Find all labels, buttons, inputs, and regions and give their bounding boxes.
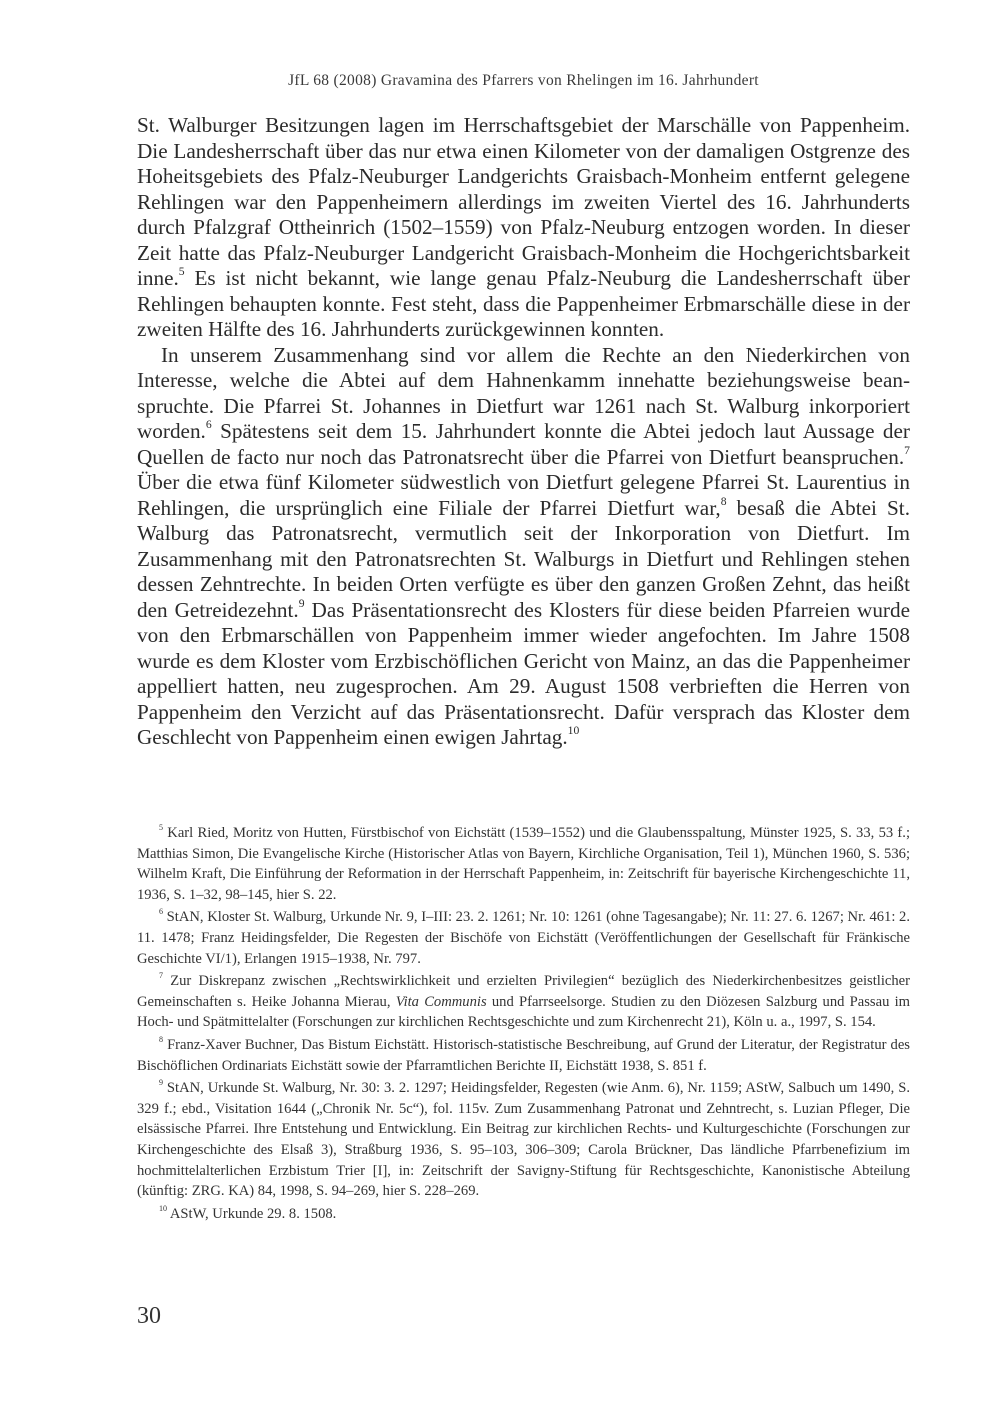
footnote-text: AStW, Urkunde 29. 8. 1508. — [167, 1205, 337, 1222]
page-number: 30 — [137, 1303, 161, 1329]
paragraph-text: Es ist nicht bekannt, wie lange genau Pfalz-Neuburg die Landesherrschaft über Rehlingen behaupten konnte. Fest steht, dass die Pappenheimer Erbmarschälle diese in der zweiten Hälfte des 16. Jahrhunderts zurückgewinnen konnten. — [137, 266, 910, 341]
footnote-ref-7[interactable]: 7 — [904, 443, 910, 457]
footnote-text: Zur Diskrepanz zwischen „Rechtswirklichkeit und erzielten Privilegien“ bezüglich des Niederkirchenbesitzes geistlicher Gemeinschaften s. Heike Johanna Mierau, — [137, 973, 910, 1010]
footnotes — [137, 823, 910, 1226]
footnote-9 — [137, 1078, 910, 1202]
paragraph-text: Spätestens seit dem 15. Jahrhundert konnte die Abtei jedoch laut Aussage der Quellen de facto nur noch das Patronatsrecht über die Pfarrei von Dietfurt beanspruchen. — [137, 419, 910, 469]
footnote-number: 5 — [159, 822, 164, 832]
paragraph-text: Über die etwa fünf Kilometer südwestlich von Dietfurt gelegene Pfarrei St. Laurentius in Rehlingen, die ursprünglich eine Filiale der Pfarrei Dietfurt war, — [137, 470, 910, 520]
footnote-ref-6[interactable]: 6 — [205, 418, 212, 432]
footnote-number: 8 — [159, 1034, 164, 1044]
paragraph-2 — [137, 343, 910, 751]
footnote-text: StAN, Urkunde St. Walburg, Nr. 30: 3. 2. 1297; Heidingsfelder, Regesten (wie Anm. 6), Nr. 1159; AStW, Salbuch um 1490, S. 329 f.; ebd., Visitation 1644 („Chronik Nr. 5c“), fol. 115v. Zum Zusammenhang Patronat und Zehntrecht, s. Luzian Pfleger, Die elsässische Pfarrei. Ihre Entstehung und Entwicklung. Ein Beitrag zur kirchlichen Rechts- und Kulturgeschichte (Forschungen zur Kirchengeschichte des Elsaß 3), Straßburg 1936, S. 95–103, 306–309; Carola Brückner, Das ländliche Pfarrbenefizium im hochmittelalterlichen Erzbistum Trier [I], in: Zeitschrift der Savigny-Stiftung für Rechtsgeschichte, Kanonistische Abteilung (künftig: ZRG. KA) 84, 1998, S. 94–269, hier S. 228–269. — [137, 1080, 910, 1200]
footnote-number: 10 — [159, 1203, 168, 1213]
footnote-text: Franz-Xaver Buchner, Das Bistum Eichstätt. Historisch-statistische Beschreibung, auf Grund der Literatur, der Registratur des Bischöflichen Ordinariats Eichstätt sowie der Pfarramtlichen Berichte II, Eichstätt 1938, S. 851 f. — [137, 1036, 910, 1074]
footnote-10 — [137, 1204, 910, 1225]
footnote-number: 7 — [159, 971, 164, 981]
footnote-6 — [137, 907, 910, 969]
footnote-text: StAN, Kloster St. Walburg, Urkunde Nr. 9, I–III: 23. 2. 1261; Nr. 10: 1261 (ohne Tagesangabe); Nr. 11: 27. 6. 1267; Nr. 461: 2. 11. 1478; Franz Heidingsfelder, Die Regesten der Bischöfe von Eichstätt (Veröffentlichungen der Gesellschaft für Fränkische Geschichte VI/1), Erlangen 1915–1938, Nr. 797. — [137, 909, 910, 967]
footnote-ref-5[interactable]: 5 — [178, 265, 185, 279]
footnote-5 — [137, 823, 910, 905]
paragraph-text: In unserem Zusammenhang sind vor allem die Rechte an den Niederkirchen von Interesse, welche die Abtei auf dem Hahnenkamm innehatte beziehungsweise beanspruchte. Die Pfarrei St. Johannes in Dietfurt war 1261 nach St. Walburg inkorporiert worden. — [137, 342, 910, 443]
paragraph-text: St. Walburger Besitzungen lagen im Herrschaftsgebiet der Marschälle von Pappenheim. Die Landesherrschaft über das nur etwa einen Kilometer von der damaligen Ostgrenze des Hoheitsgebiets des Pfalz-Neuburger Landgerichts Graisbach-Monheim entfernt gelegene Rehlingen war den Pappenheimern allerdings im zweiten Viertel des 16. Jahrhunderts durch Pfalzgraf Ottheinrich (1502–1559) von Pfalz-Neuburg entzogen worden. In dieser Zeit hatte das Pfalz-Neuburger Landgericht Graisbach-Monheim die Hochgerichtsbarkeit inne. — [137, 113, 910, 290]
footnote-text: Karl Ried, Moritz von Hutten, Fürstbischof von Eichstätt (1539–1552) und die Glaubensspaltung, Münster 1925, S. 33, 53 f.; Matthias Simon, Die Evangelische Kirche (Historischer Atlas von Bayern, Kirchliche Organisation, Teil 1), München 1960, S. 536; Wilhelm Kraft, Die Einführung der Reformation in der Herrschaft Pappenheim, in: Zeitschrift für bayerische Kirchengeschichte 11, 1936, S. 1–32, 98–145, hier S. 22. — [137, 825, 910, 903]
footnote-number: 9 — [159, 1078, 164, 1088]
footnote-8 — [137, 1035, 910, 1076]
paragraph-1 — [137, 113, 910, 343]
running-head: JfL 68 (2008) Gravamina des Pfarrers von Rhelingen im 16. Jahrhundert — [288, 72, 759, 89]
paragraph-text: besaß die Abtei St. Walburg das Patronatsrecht, vermutlich seit der Inkorporation von Dietfurt. Im Zusammenhang mit den Patronatsrechten St. Walburgs in Dietfurt und Rehlingen stehen dessen Zehntrechte. In beiden Orten verfügte es über den ganzen Großen Zehnt, das heißt den Getreidezehnt. — [137, 495, 910, 622]
footnote-7 — [137, 971, 910, 1033]
footnote-number: 6 — [159, 907, 164, 917]
footnote-ref-9[interactable]: 9 — [298, 596, 305, 610]
paragraph-text: Das Präsentationsrecht des Klosters für diese beiden Pfarreien wurde von den Erbmarschällen von Pappenheim immer wieder angefochten. Im Jahre 1508 wurde es dem Kloster vom Erzbischöflichen Gericht von Mainz, an das die Pappenheimer appelliert hatten, neu zugesprochen. Am 29. August 1508 verbrieften die Herren von Pappenheim den Verzicht auf das Präsentationsrecht. Dafür versprach das Kloster dem Geschlecht von Pappenheim einen ewigen Jahrtag. — [137, 597, 910, 749]
body-text — [137, 113, 910, 751]
footnote-ref-10[interactable]: 10 — [567, 724, 580, 738]
footnote-italic-title: Vita Communis — [395, 993, 487, 1010]
footnote-ref-8[interactable]: 8 — [720, 494, 727, 508]
footnote-text: und Pfarrseelsorge. Studien zu den Diözesen Salzburg und Passau im Hoch- und Spätmittelalter (Forschungen zur kirchlichen Rechtsgeschichte und zum Kirchenrecht 21), Köln u. a., 1997, S. 154. — [137, 993, 910, 1031]
